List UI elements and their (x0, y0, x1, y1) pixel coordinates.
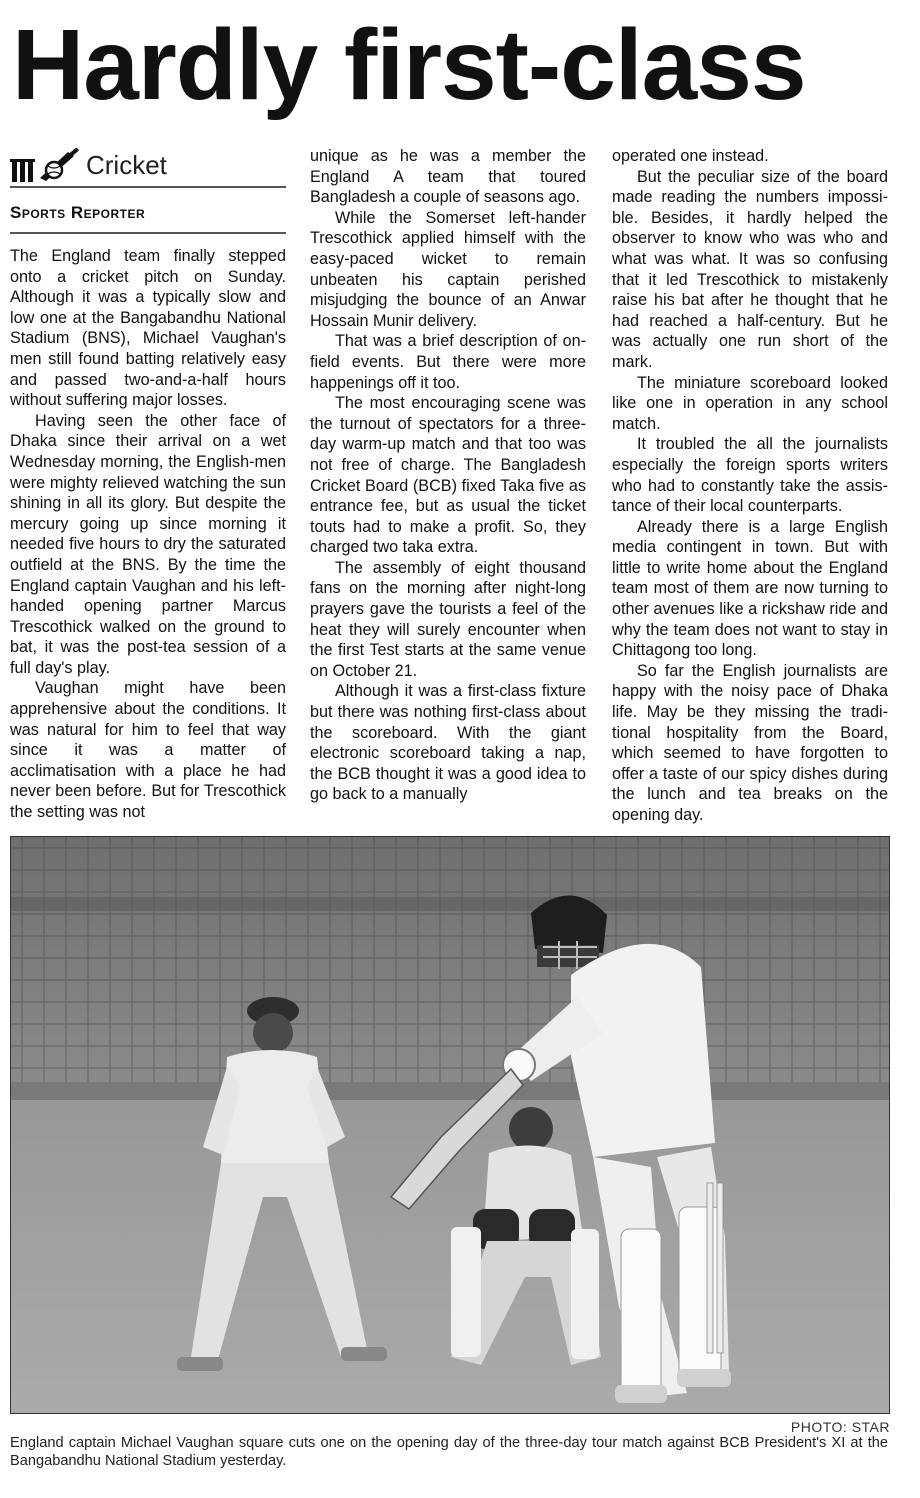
section-label-text: Cricket (86, 150, 167, 180)
paragraph: That was a brief description of on-field events. But there were more happenings off it too. (310, 332, 586, 392)
paragraph: So far the English journalists are happy with the noisy pace of Dhaka life. May be they missing the tradi-tional hospitality from the Board, which seemed to have forgotten to offer a taste of our spicy dishes during the lunch and tea breaks on the opening day. (612, 661, 888, 824)
cricket-icon (10, 148, 82, 182)
byline: Sports Reporter (10, 202, 286, 234)
photo-credit: PHOTO: STAR (790, 1419, 890, 1435)
column-3 (612, 146, 888, 826)
column-1 (10, 146, 286, 823)
paragraph: Although it was a first-class fixture but there was nothing first-class about the scoreboard. With the giant electronic scoreboard taking a nap, the BCB thought it was a good idea to go back to a manually (310, 682, 586, 804)
paragraph: The assembly of eight thousand fans on the morning after night-long prayers gave the tourists a feel of the heat they will surely encounter when the first Test starts at the same venue on October 21. (310, 558, 586, 680)
news-photo (10, 836, 890, 1414)
paragraph: The miniature scoreboard looked like one in operation in any school match. (612, 373, 888, 433)
paragraph: The England team finally stepped onto a cricket pitch on Sunday. Although it was a typically slow and low one at the Bangabandhu National Stadium (BNS), Michael Vaughan's men still found batting relatively easy and passed two-and-a-half hours without suffering major losses. (10, 247, 286, 410)
paragraph: Having seen the other face of Dhaka since their arrival on a wet Wednesday morning, the English-men were mighty relieved watching the sun shining in all its glory. But despite the mercury going up since morning it needed five hours to dry the saturated outfield at the BNS. By the time the England captain Vaughan and his left-handed opening partner Marcus Trescothick walked on the ground to bat, it was the post-tea session of a full day's play. (10, 411, 286, 677)
headline: Hardly first-class (12, 9, 806, 121)
paragraph: It troubled the all the journalists especially the foreign sports writers who had to constantly take the assis-tance of their local counterparts. (612, 435, 888, 516)
column-2 (310, 146, 586, 805)
article-body (0, 146, 920, 826)
paragraph: The most encouraging scene was the turnout of spectators for a three-day warm-up match and that too was not free of charge. The Bangladesh Cricket Board (BCB) fixed Taka five as entrance fee, but as usual the ticket touts had to make a profit. So, they charged two taka extra. (310, 394, 586, 557)
photo-caption: England captain Michael Vaughan square cuts one on the opening day of the three-day tour match against BCB President's XI at the Bangabandhu National Stadium yesterday. (10, 1435, 888, 1469)
section-label (10, 146, 286, 188)
paragraph: operated one instead. (612, 147, 769, 165)
paragraph: Already there is a large English media contingent in town. But with little to write home about the England team most of them are now turning to other avenues like a rickshaw ride and why the team does not want to stay in Chittagong too long. (612, 517, 888, 660)
paragraph: Vaughan might have been apprehensive about the conditions. It was natural for him to feel that way since it was a matter of acclimatisation with a place he had never been before. But for Trescothick the setting was not (10, 679, 286, 822)
cricket-action-illustration (11, 837, 889, 1413)
paragraph: While the Somerset left-hander Trescothick applied himself with the easy-paced wicket to remain unbeaten his captain perished misjudging the bounce of an Anwar Hossain Munir delivery. (310, 208, 586, 330)
paragraph: unique as he was a member the England A team that toured Bangladesh a couple of seasons ago. (310, 147, 586, 207)
paragraph: But the peculiar size of the board made reading the numbers impossi-ble. Besides, it hardly helped the observer to know who was who and what was what. It was so confusing that it led Trescothick to mistakenly raise his bat after he thought that he had reached a half-century. But he was actually one run short of the mark. (612, 167, 888, 371)
